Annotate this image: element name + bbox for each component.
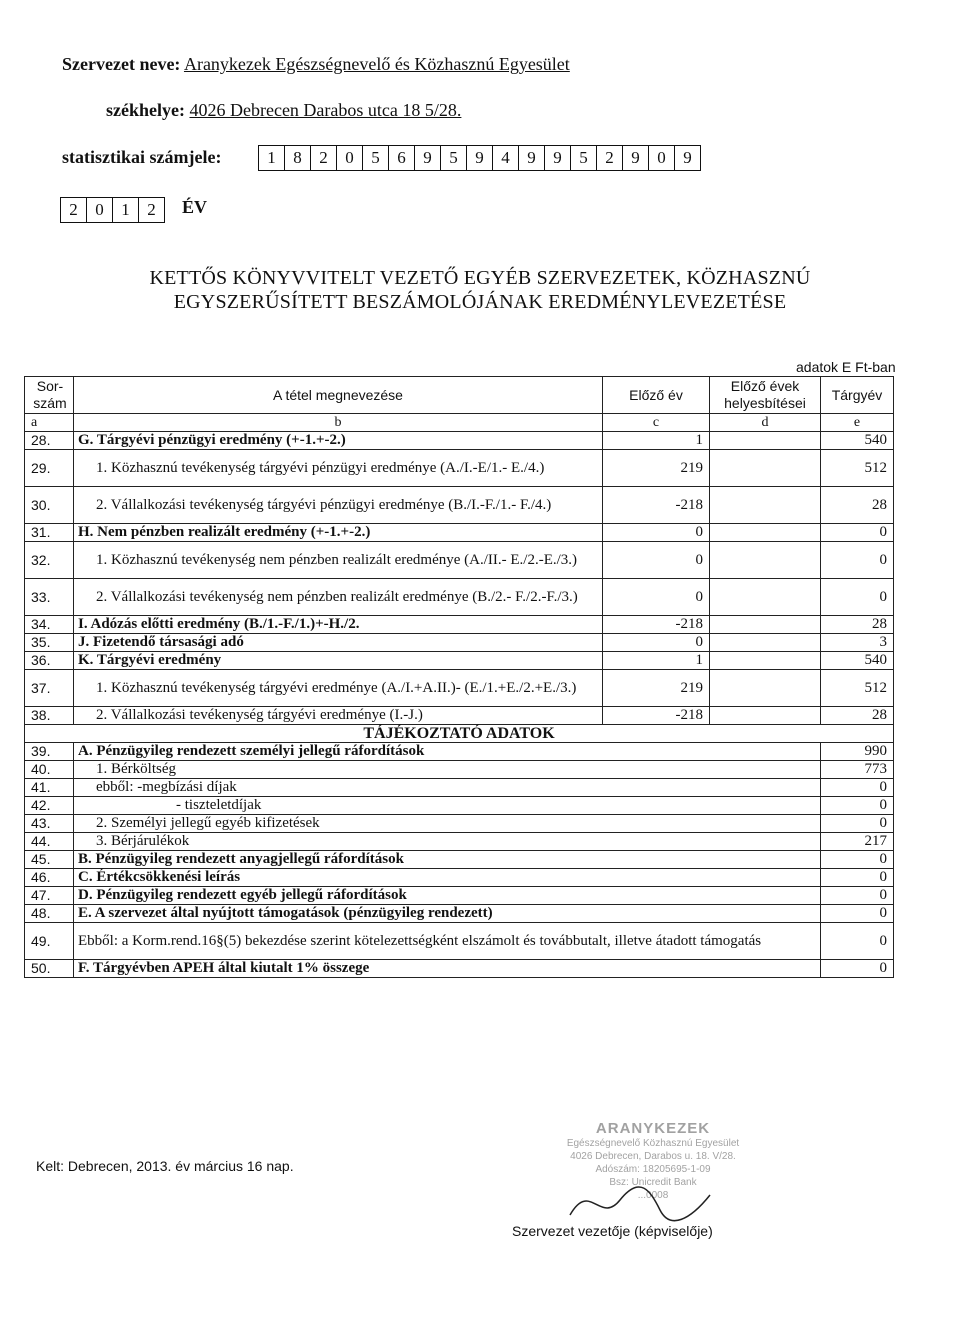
current-year-value: 0 [821, 960, 894, 978]
row-description-text: J. Fizetendő társasági adó [78, 634, 244, 650]
row-description [74, 634, 603, 652]
current-year-value: 512 [821, 450, 894, 487]
prev-year-value: 0 [603, 542, 710, 579]
org-name: Aranykezek Egészségnevelő és Közhasznú Egyesület [183, 54, 570, 74]
correction-value [710, 524, 821, 542]
correction-value [710, 579, 821, 616]
column-letters-row [25, 414, 894, 432]
row-description-text: 2. Vállalkozási tevékenység tárgyévi eredménye (I.-J.) [96, 707, 423, 723]
row-description [74, 487, 603, 524]
prev-year-value: 219 [603, 670, 710, 707]
row-number: 28. [25, 432, 74, 450]
title-line-2: EGYSZERŰSÍTETT BESZÁMOLÓJÁNAK EREDMÉNYLEVEZETÉSE [173, 291, 787, 313]
current-year-value: 0 [821, 869, 894, 887]
digit-box: 4 [493, 146, 519, 170]
row-number: 34. [25, 616, 74, 634]
correction-value [710, 634, 821, 652]
digit-box: 2 [147, 200, 156, 219]
row-number: 40. [25, 761, 74, 779]
stamp-line-1: Egészségnevelő Közhasznú Egyesület [566, 1138, 740, 1149]
header-desc: A tétel megnevezése [74, 377, 603, 414]
stamp-line-3: Adószám: 18205695-1-09 [595, 1164, 711, 1175]
row-number: 46. [25, 869, 74, 887]
row-description [74, 887, 821, 905]
row-number: 35. [25, 634, 74, 652]
row-description-text: D. Pénzügyileg rendezett egyéb jellegű ráfordítások [78, 887, 407, 903]
current-year-value: 512 [821, 670, 894, 707]
row-description-text: 1. Közhasznú tevékenység tárgyévi pénzügyi eredménye (A./I.-E/1.- E./4.) [96, 459, 545, 476]
header-num: Sor-szám [25, 377, 74, 414]
digit-box: 9 [415, 146, 441, 170]
correction-value [710, 450, 821, 487]
row-number: 47. [25, 887, 74, 905]
correction-value [710, 542, 821, 579]
current-year-value: 0 [821, 923, 894, 960]
row-number: 31. [25, 524, 74, 542]
digit-box: 0 [337, 146, 363, 170]
stamp-line-2: 4026 Debrecen, Darabos u. 18. V/28. [570, 1151, 736, 1162]
row-number: 50. [25, 960, 74, 978]
current-year-value: 217 [821, 833, 894, 851]
table-row [25, 652, 894, 670]
row-description-text: 2. Vállalkozási tevékenység tárgyévi pénzügyi eredménye (B./I.-F./1.- F./4.) [96, 496, 552, 513]
digit-box: 6 [389, 146, 415, 170]
digit-box: 2 [311, 146, 337, 170]
current-year-value: 540 [821, 652, 894, 670]
signature-label: Szervezet vezetője (képviselője) [512, 1223, 713, 1239]
prev-year-value: 219 [603, 450, 710, 487]
prev-year-value: 1 [603, 652, 710, 670]
table-row [25, 450, 894, 487]
table-row [25, 797, 894, 815]
table-row [25, 887, 894, 905]
row-number: 37. [25, 670, 74, 707]
info-section-title: TÁJÉKOZTATÓ ADATOK [25, 725, 894, 743]
row-description [74, 960, 821, 978]
row-number: 33. [25, 579, 74, 616]
correction-value [710, 432, 821, 450]
row-description-text: K. Tárgyévi eredmény [78, 652, 222, 668]
digit-box: 9 [467, 146, 493, 170]
row-description [74, 707, 603, 725]
correction-value [710, 670, 821, 707]
current-year-value: 28 [821, 616, 894, 634]
row-description-text: E. A szervezet által nyújtott támogatások (pénzügyileg rendezett) [78, 905, 493, 921]
table-header-row [25, 377, 894, 414]
row-number: 36. [25, 652, 74, 670]
org-label: Szervezet neve: [62, 54, 181, 74]
correction-value [710, 616, 821, 634]
stamp-line-5: ...0008 [637, 1190, 669, 1201]
row-description [74, 905, 821, 923]
current-year-value: 0 [821, 579, 894, 616]
current-year-value: 0 [821, 797, 894, 815]
prev-year-value: 1 [603, 432, 710, 450]
current-year-value: 0 [821, 905, 894, 923]
table-row [25, 616, 894, 634]
digit-box: 0 [649, 146, 675, 170]
row-description-text: 1. Közhasznú tevékenység tárgyévi eredménye (A./I.+A.II.)- (E./1.+E./2.+E./3.) [96, 679, 577, 696]
table-row [25, 487, 894, 524]
digit-box: 2 [597, 146, 623, 170]
current-year-value: 28 [821, 707, 894, 725]
seat-line [106, 100, 461, 121]
prev-year-value: -218 [603, 707, 710, 725]
digit-box: 0 [87, 198, 113, 222]
row-description-text: H. Nem pénzben realizált eredmény (+-1.+-2.) [78, 524, 371, 540]
digit-box: 8 [285, 146, 311, 170]
unit-note: adatok E Ft-ban [796, 359, 896, 375]
row-number: 42. [25, 797, 74, 815]
current-year-value: 0 [821, 851, 894, 869]
stamp-line-4: Bsz: Unicredit Bank [609, 1177, 697, 1188]
current-year-value: 0 [821, 524, 894, 542]
current-year-value: 0 [821, 779, 894, 797]
table-row [25, 524, 894, 542]
prev-year-value: -218 [603, 487, 710, 524]
digit-box: 1 [259, 146, 285, 170]
row-description [74, 797, 821, 815]
row-description-text: C. Értékcsökkenési leírás [78, 869, 241, 885]
row-description [74, 869, 821, 887]
letter-d: d [710, 414, 821, 432]
row-description-text: ebből: -megbízási díjak [96, 779, 237, 795]
table-row [25, 670, 894, 707]
current-year-value: 540 [821, 432, 894, 450]
row-description [74, 432, 603, 450]
row-description [74, 670, 603, 707]
current-year-value: 990 [821, 743, 894, 761]
correction-value [710, 707, 821, 725]
prev-year-value: 0 [603, 634, 710, 652]
current-year-value: 3 [821, 634, 894, 652]
table-row [25, 779, 894, 797]
current-year-value: 0 [821, 815, 894, 833]
row-number: 29. [25, 450, 74, 487]
table-row [25, 905, 894, 923]
document-title [0, 266, 960, 314]
row-description-text: 2. Vállalkozási tevékenység nem pénzben realizált eredménye (B./2.- F./2.-F./3.) [96, 588, 578, 605]
table-row [25, 851, 894, 869]
row-description-text: 3. Bérjárulékok [96, 833, 190, 849]
digit-box: 1 [113, 198, 139, 222]
header-curr: Tárgyév [821, 377, 894, 414]
current-year-value: 0 [821, 542, 894, 579]
stat-number-boxes [258, 145, 701, 171]
row-description [74, 652, 603, 670]
row-description-text: - tiszteletdíjak [176, 797, 262, 813]
digit-box: 5 [571, 146, 597, 170]
stamp-title: ARANYKEZEK [595, 1120, 711, 1137]
table-row [25, 869, 894, 887]
row-description [74, 450, 603, 487]
seat-label: székhelye: [106, 100, 185, 120]
row-description [74, 524, 603, 542]
organization-line [62, 54, 570, 75]
row-description [74, 815, 821, 833]
income-statement-table [24, 376, 894, 978]
digit-box: 2 [61, 198, 87, 222]
row-number: 39. [25, 743, 74, 761]
row-number: 43. [25, 815, 74, 833]
seat-value: 4026 Debrecen Darabos utca 18 5/28. [189, 100, 462, 120]
table-row [25, 432, 894, 450]
prev-year-value: 0 [603, 579, 710, 616]
correction-value [710, 652, 821, 670]
row-description [74, 542, 603, 579]
row-description-text: Ebből: a Korm.rend.16§(5) bekezdése szerint kötelezettségként elszámolt és továbbutalt, illetve átadott támogatás [78, 932, 762, 949]
table-row [25, 815, 894, 833]
row-number: 41. [25, 779, 74, 797]
table-row [25, 579, 894, 616]
row-description [74, 851, 821, 869]
row-description [74, 779, 821, 797]
row-description [74, 743, 821, 761]
digit-box: 9 [623, 146, 649, 170]
digit-box: 5 [441, 146, 467, 170]
year-boxes [60, 197, 165, 223]
stat-label: statisztikai számjele: [62, 147, 222, 167]
table-row [25, 833, 894, 851]
correction-value [710, 487, 821, 524]
row-number: 45. [25, 851, 74, 869]
table-row [25, 634, 894, 652]
row-number: 38. [25, 707, 74, 725]
year-suffix: ÉV [182, 197, 208, 217]
row-description [74, 761, 821, 779]
row-number: 32. [25, 542, 74, 579]
table-row [25, 743, 894, 761]
row-description [74, 616, 603, 634]
digit-box: 9 [545, 146, 571, 170]
letter-c: c [603, 414, 710, 432]
row-description-text: G. Tárgyévi pénzügyi eredmény (+-1.+-2.) [78, 432, 346, 448]
row-number: 30. [25, 487, 74, 524]
digit-box: 9 [519, 146, 545, 170]
letter-a: a [25, 414, 74, 432]
row-description-text: 2. Személyi jellegű egyéb kifizetések [96, 815, 320, 831]
date-line: Kelt: Debrecen, 2013. év március 16 nap. [36, 1158, 294, 1174]
row-description-text: A. Pénzügyileg rendezett személyi jellegű ráfordítások [78, 743, 425, 759]
title-line-1: KETTŐS KÖNYVVITELT VEZETŐ EGYÉB SZERVEZETEK, KÖZHASZNÚ [149, 267, 811, 289]
table-row [25, 761, 894, 779]
header-prev: Előző év [603, 377, 710, 414]
signature-scribble [560, 1170, 760, 1230]
row-description-text: 1. Bérköltség [96, 761, 176, 777]
row-description [74, 923, 821, 960]
table-row [25, 960, 894, 978]
row-description-text: F. Tárgyévben APEH által kiutalt 1% összege [78, 960, 370, 976]
letter-e: e [821, 414, 894, 432]
current-year-value: 773 [821, 761, 894, 779]
digit-box: 9 [683, 148, 692, 167]
info-section-row [25, 725, 894, 743]
table-row [25, 542, 894, 579]
digit-box: 5 [363, 146, 389, 170]
letter-b: b [74, 414, 603, 432]
row-number: 48. [25, 905, 74, 923]
row-description [74, 833, 821, 851]
table-row [25, 707, 894, 725]
row-description-text: 1. Közhasznú tevékenység nem pénzben realizált eredménye (A./II.- E./2.-E./3.) [96, 551, 578, 568]
table-row [25, 923, 894, 960]
row-description-text: I. Adózás előtti eredmény (B./1.-F./1.)+-H./2. [78, 616, 360, 632]
current-year-value: 0 [821, 887, 894, 905]
row-number: 49. [25, 923, 74, 960]
row-description [74, 579, 603, 616]
row-number: 44. [25, 833, 74, 851]
row-description-text: B. Pénzügyileg rendezett anyagjellegű ráfordítások [78, 851, 404, 867]
current-year-value: 28 [821, 487, 894, 524]
header-corr: Előző évek helyesbítései [710, 377, 821, 414]
prev-year-value: -218 [603, 616, 710, 634]
prev-year-value: 0 [603, 524, 710, 542]
